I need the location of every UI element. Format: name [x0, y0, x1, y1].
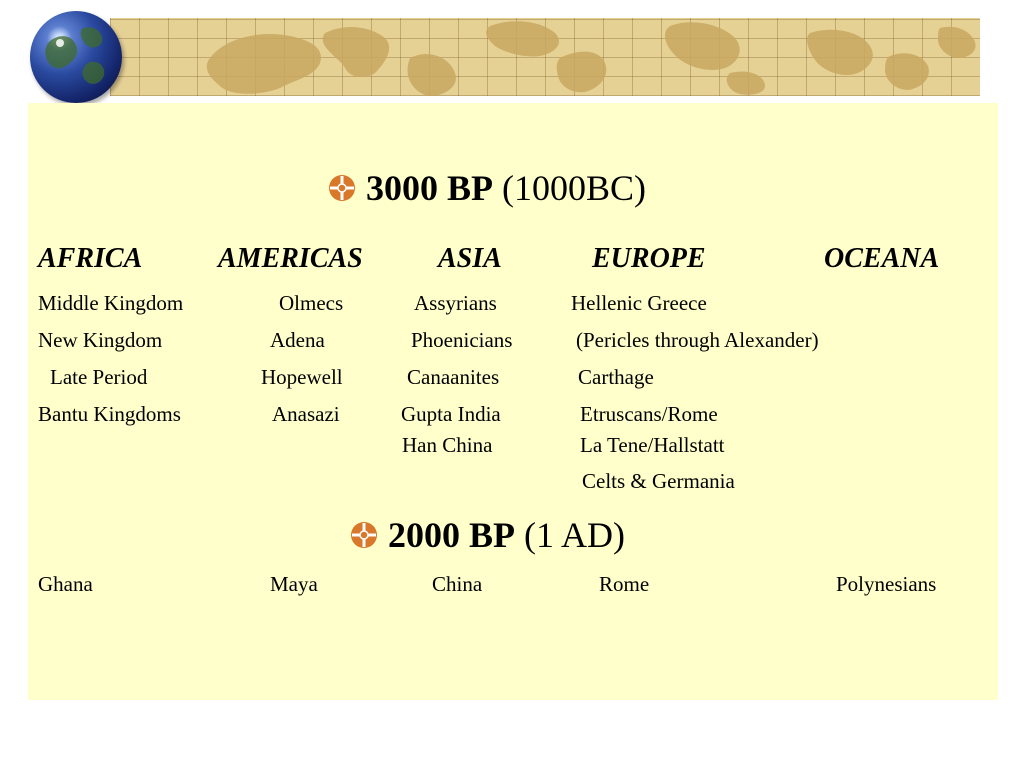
content-panel [28, 103, 998, 700]
region-asia: ASIA [438, 243, 502, 274]
asia-phoenicians: Phoenicians [411, 328, 513, 352]
asia-canaanites: Canaanites [407, 365, 500, 389]
africa-late-period: Late Period [50, 365, 148, 389]
africa-ghana: Ghana [38, 572, 93, 596]
heading-3000-bp [328, 167, 646, 209]
globe-icon [30, 11, 122, 103]
asia-han-china: Han China [402, 433, 493, 457]
asia-gupta-india: Gupta India [401, 402, 501, 426]
americas-hopewell: Hopewell [261, 365, 343, 389]
africa-bantu-kingdoms: Bantu Kingdoms [38, 402, 181, 426]
europe-rome: Rome [599, 572, 650, 596]
americas-anasazi: Anasazi [272, 402, 340, 426]
europe-la-tene-hallstatt: La Tene/Hallstatt [580, 433, 725, 457]
heading-2000-rest: (1 AD) [515, 515, 626, 555]
heading-2000-bp [350, 514, 625, 556]
circle-cross-bullet-icon [328, 174, 356, 202]
circle-cross-bullet-icon [350, 521, 378, 549]
africa-new-kingdom: New Kingdom [38, 328, 163, 352]
americas-olmecs: Olmecs [279, 291, 344, 315]
region-oceana: OCEANA [824, 243, 940, 274]
region-africa: AFRICA [38, 243, 143, 274]
europe-hellenic-greece: Hellenic Greece [571, 291, 707, 315]
africa-middle-kingdom: Middle Kingdom [38, 291, 184, 315]
americas-maya: Maya [270, 572, 318, 596]
heading-3000-rest: (1000BC) [493, 168, 647, 208]
europe-pericles: (Pericles through Alexander) [576, 328, 819, 352]
asia-assyrians: Assyrians [414, 291, 497, 315]
world-map-icon [110, 18, 980, 96]
europe-carthage: Carthage [578, 365, 654, 389]
oceana-polynesians: Polynesians [836, 572, 937, 596]
asia-china: China [432, 572, 483, 596]
europe-celts-germania: Celts & Germania [582, 469, 735, 493]
europe-etruscans-rome: Etruscans/Rome [580, 402, 718, 426]
world-map-banner [110, 18, 980, 96]
heading-2000-bold: 2000 BP [388, 515, 516, 555]
region-americas: AMERICAS [218, 243, 363, 274]
heading-3000-bold: 3000 BP [366, 168, 494, 208]
region-europe: EUROPE [592, 243, 706, 274]
americas-adena: Adena [270, 328, 325, 352]
